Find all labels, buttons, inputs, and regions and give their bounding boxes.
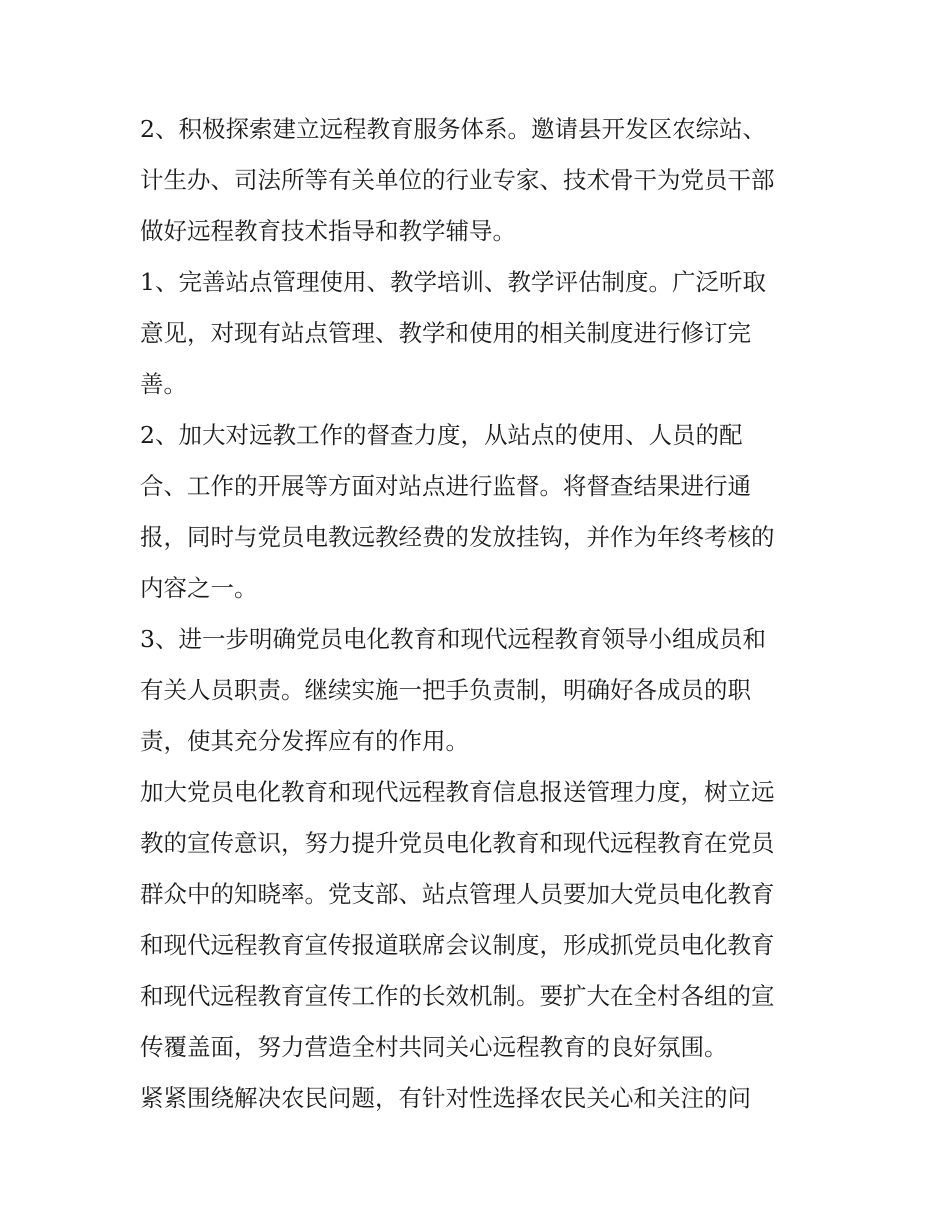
text-line: 合、工作的开展等方面对站点进行监督。将督查结果进行通 <box>140 472 751 500</box>
paragraph-supervision <box>140 410 820 614</box>
text-line: 2、加大对远教工作的督查力度，从站点的使用、人员的配 <box>140 421 743 449</box>
paragraph-responsibilities <box>140 614 820 767</box>
text-line: 有关人员职责。继续实施一把手负责制，明确好各成员的职 <box>140 676 751 704</box>
text-line: 善。 <box>140 370 187 398</box>
text-line: 教的宣传意识，努力提升党员电化教育和现代远程教育在党员 <box>140 829 775 857</box>
text-line: 和现代远程教育宣传工作的长效机制。要扩大在全村各组的宣 <box>140 982 775 1010</box>
text-line: 2、积极探索建立远程教育服务体系。邀请县开发区农综站、 <box>140 115 766 143</box>
text-line: 责，使其充分发挥应有的作用。 <box>140 727 469 755</box>
paragraph-farmer-issues <box>140 1073 820 1124</box>
text-line: 3、进一步明确党员电化教育和现代远程教育领导小组成员和 <box>140 625 766 653</box>
paragraph-remote-education-service-system <box>140 104 820 257</box>
text-line: 1、完善站点管理使用、教学培训、教学评估制度。广泛听取 <box>140 268 766 296</box>
text-line: 做好远程教育技术指导和教学辅导。 <box>140 217 516 245</box>
text-line: 传覆盖面，努力营造全村共同关心远程教育的良好氛围。 <box>140 1033 728 1061</box>
document-body <box>140 104 820 1124</box>
text-line: 报，同时与党员电教远教经费的发放挂钩，并作为年终考核的 <box>140 523 775 551</box>
text-line: 加大党员电化教育和现代远程教育信息报送管理力度，树立远 <box>140 778 775 806</box>
paragraph-publicity <box>140 767 820 1073</box>
text-line: 和现代远程教育宣传报道联席会议制度，形成抓党员电化教育 <box>140 931 775 959</box>
text-line: 意见，对现有站点管理、教学和使用的相关制度进行修订完 <box>140 319 751 347</box>
text-line: 计生办、司法所等有关单位的行业专家、技术骨干为党员干部 <box>140 166 775 194</box>
text-line: 群众中的知晓率。党支部、站点管理人员要加大党员电化教育 <box>140 880 775 908</box>
text-line: 内容之一。 <box>140 574 258 602</box>
text-line: 紧紧围绕解决农民问题，有针对性选择农民关心和关注的问 <box>140 1084 751 1112</box>
paragraph-site-management-rules <box>140 257 820 410</box>
